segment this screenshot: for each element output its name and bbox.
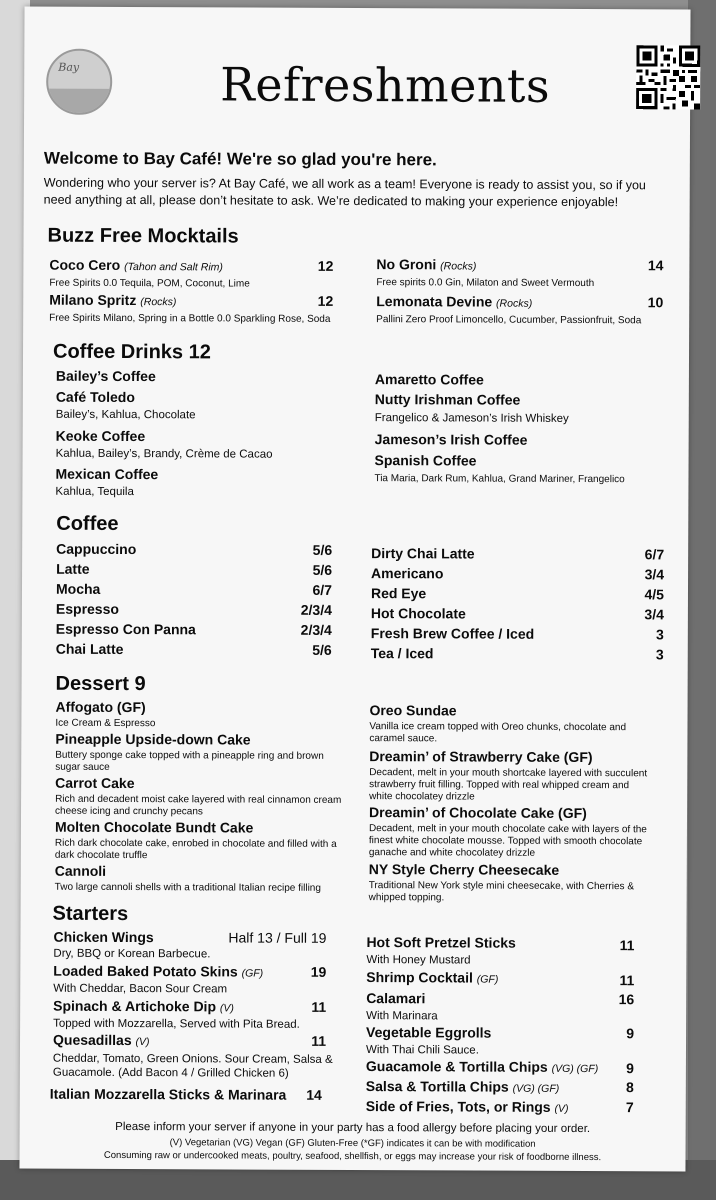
menu-item-name: Jameson’s Irish Coffee — [374, 431, 528, 448]
menu-item-price: 5/6 — [312, 641, 332, 658]
menu-item-description: Tia Maria, Dark Rum, Kahlua, Grand Mariner, Frangelico — [374, 473, 625, 486]
menu-item-description: Decadent, melt in your mouth chocolate cake with layers of the finest white chocolate mousse. Topped with smooth chocolate ganache and white chocolatey drizzle — [368, 823, 647, 859]
menu-item-name: Dreamin’ of Chocolate Cake (GF) — [368, 804, 587, 822]
menu-item-name: Chicken Wings — [53, 928, 154, 946]
menu-item-name: Side of Fries, Tots, or Rings (V) — [365, 1098, 569, 1115]
menu-item-price: 3/4 — [644, 606, 664, 623]
menu-item-name: Mexican Coffee — [55, 465, 159, 483]
menu-item-price: 6/7 — [644, 546, 665, 563]
menu-item-name: Café Toledo — [55, 388, 135, 406]
allergy-notice: Please inform your server if anyone in your party has a food allergy before placing your order. — [115, 1120, 591, 1136]
section-heading-starters: Starters — [52, 902, 129, 926]
menu-item-name: Hot Soft Pretzel Sticks — [366, 934, 516, 951]
menu-item-name: Dreamin’ of Strawberry Cake (GF) — [369, 748, 593, 766]
welcome-heading: Welcome to Bay Café! We're so glad you're here. — [43, 148, 437, 170]
menu-item-name: Cappuccino — [56, 540, 137, 558]
menu-item-name: Italian Mozzarella Sticks & Marinara — [49, 1085, 287, 1103]
section-heading-coffee-drinks: Coffee Drinks 12 — [52, 340, 211, 364]
menu-item-description: Kahlua, Bailey’s, Brandy, Crème de Cacao — [55, 447, 273, 461]
menu-item-name: Coco Cero (Tahon and Salt Rim) — [49, 256, 223, 274]
menu-item-name: Oreo Sundae — [369, 702, 457, 719]
menu-item-name: Vegetable Eggrolls — [366, 1024, 492, 1041]
menu-item-price: 5/6 — [312, 541, 333, 558]
menu-item-name: Nutty Irishman Coffee — [374, 391, 521, 408]
menu-item-name: Affogato (GF) — [55, 698, 146, 716]
menu-item-description: With Honey Mustard — [366, 954, 471, 967]
menu-item-name: Spanish Coffee — [374, 452, 477, 469]
menu-item-description: Frangelico & Jameson’s Irish Whiskey — [374, 412, 569, 425]
menu-item-description: Vanilla ice cream topped with Oreo chunks, chocolate and caramel sauce. — [369, 721, 627, 745]
menu-item-price: 11 — [619, 972, 635, 989]
menu-item-name: Espresso Con Panna — [55, 620, 196, 638]
menu-item-price: 14 — [306, 1086, 322, 1103]
menu-item-description: Free Spirits Milano, Spring in a Bottle 0.0 Sparkling Rose, Soda — [49, 312, 331, 325]
menu-item-price: 11 — [311, 998, 327, 1015]
menu-item-price: 16 — [618, 991, 635, 1008]
menu-item-name: Americano — [371, 565, 444, 582]
menu-item-price: 3 — [655, 626, 664, 643]
menu-item-name: Espresso — [55, 600, 119, 617]
menu-item-name: Red Eye — [370, 585, 427, 602]
menu-item-description: Rich dark chocolate cake, enrobed in chocolate and filled with a dark chocolate truffle — [54, 837, 337, 862]
menu-item-price: 19 — [310, 963, 327, 980]
menu-item-name: Guacamole & Tortilla Chips (VG) (GF) — [365, 1058, 599, 1076]
menu-item-description: Bailey’s, Kahlua, Chocolate — [55, 408, 196, 422]
menu-item-name: Latte — [56, 560, 90, 577]
menu-item-name: Loaded Baked Potato Skins (GF) — [53, 962, 264, 980]
menu-item-name: Amaretto Coffee — [374, 371, 484, 388]
menu-sheet — [19, 7, 690, 1172]
menu-item-description: Topped with Mozzarella, Served with Pita Bread. — [53, 1017, 300, 1031]
menu-item-description: Kahlua, Tequila — [55, 485, 134, 499]
menu-item-name: Fresh Brew Coffee / Iced — [370, 625, 535, 642]
menu-item-name: Carrot Cake — [55, 774, 135, 792]
menu-item-name: Tea / Iced — [370, 645, 434, 662]
menu-item-price: 14 — [647, 257, 664, 274]
section-heading-dessert: Dessert 9 — [55, 672, 146, 696]
menu-item-price: 5/6 — [312, 561, 333, 578]
menu-item-price: 3 — [655, 646, 664, 663]
menu-item-price: 2/3/4 — [300, 601, 332, 618]
menu-item-description: Traditional New York style mini cheesecake, with Cherries & whipped topping. — [368, 880, 635, 904]
menu-item-description: With Thai Chili Sauce. — [365, 1044, 479, 1057]
section-heading-coffee: Coffee — [56, 512, 119, 535]
menu-item-price: 10 — [647, 294, 664, 311]
menu-item-name: Bailey’s Coffee — [55, 367, 156, 385]
menu-item-name: Mocha — [55, 580, 101, 597]
menu-item-name: Milano Spritz (Rocks) — [49, 291, 177, 309]
menu-item-name: Keoke Coffee — [55, 427, 146, 445]
menu-item-description: Dry, BBQ or Korean Barbecue. — [53, 947, 211, 961]
menu-item-description: Free spirits 0.0 Gin, Milaton and Sweet Vermouth — [376, 277, 595, 290]
bay-cafe-logo: Bay — [46, 49, 112, 115]
menu-item-name: Quesadillas (V) — [52, 1031, 150, 1049]
menu-item-name: Lemonata Devine (Rocks) — [376, 293, 533, 310]
menu-item-price: 11 — [619, 937, 635, 954]
page-title: Refreshments — [220, 57, 551, 113]
menu-item-price: 7 — [625, 1099, 634, 1116]
menu-item-price: 4/5 — [644, 586, 665, 603]
menu-item-description: Free Spirits 0.0 Tequila, POM, Coconut, Lime — [49, 277, 250, 290]
menu-item-name: Pineapple Upside-down Cake — [55, 730, 251, 748]
menu-item-description: With Marinara — [366, 1010, 438, 1023]
menu-item-description: Cheddar, Tomato, Green Onions. Sour Cream, Salsa & Guacamole. (Add Bacon 4 / Grilled Chicken 6) — [52, 1052, 333, 1080]
menu-item-price: 12 — [317, 257, 334, 274]
menu-item-name: NY Style Cherry Cheesecake — [368, 861, 560, 878]
menu-item-name: No Groni (Rocks) — [376, 256, 477, 273]
menu-item-price: 9 — [626, 1060, 634, 1077]
consumption-warning: Consuming raw or undercooked meats, poultry, seafood, shellfish, or eggs may increase your risk of foodborne illness. — [103, 1149, 602, 1164]
menu-item-price: 2/3/4 — [300, 621, 332, 638]
menu-item-description: Ice Cream & Espresso — [55, 717, 156, 730]
menu-item-price: Half 13 / Full 19 — [228, 929, 327, 946]
menu-item-price: 9 — [626, 1025, 635, 1042]
menu-item-name: Shrimp Cocktail (GF) — [366, 969, 499, 986]
menu-item-name: Calamari — [366, 990, 426, 1007]
background-right — [688, 0, 716, 1200]
menu-item-name: Molten Chocolate Bundt Cake — [54, 818, 254, 836]
menu-item-price: 12 — [317, 292, 334, 309]
menu-item-description: Buttery sponge cake topped with a pineapple ring and brown sugar sauce — [55, 749, 324, 773]
menu-item-name: Chai Latte — [55, 640, 124, 657]
menu-item-name: Spinach & Artichoke Dip (V) — [53, 997, 234, 1015]
menu-item-description: Two large cannoli shells with a traditional Italian recipe filling — [54, 881, 321, 894]
menu-item-price: 8 — [625, 1079, 634, 1096]
dietary-legend: (V) Vegetarian (VG) Vegan (GF) Gluten-Free (*GF) indicates it can be with modification — [169, 1137, 536, 1150]
menu-item-description: With Cheddar, Bacon Sour Cream — [53, 982, 228, 996]
menu-item-price: 11 — [311, 1032, 327, 1049]
menu-item-description: Decadent, melt in your mouth shortcake layered with succulent strawberry fruit filling. Topped with real whipped cream and white chocolatey drizzle — [369, 767, 648, 803]
menu-item-description: Pallini Zero Proof Limoncello, Cucumber, Passionfruit, Soda — [376, 314, 642, 327]
section-heading-mocktails: Buzz Free Mocktails — [47, 224, 239, 248]
menu-item-name: Cannoli — [54, 862, 107, 879]
intro-text: Wondering who your server is? At Bay Café, we all work as a team! Everyone is ready to assist you, so if you need anything at all, please don’t hesitate to ask. We’re dedicated to making your experience enjoyable! — [43, 175, 646, 210]
menu-item-name: Hot Chocolate — [370, 605, 466, 622]
menu-item-description: Rich and decadent moist cake layered with real cinnamon cream cheese icing and crunchy pecans — [55, 793, 342, 818]
menu-item-price: 6/7 — [312, 581, 333, 598]
menu-item-name: Salsa & Tortilla Chips (VG) (GF) — [365, 1078, 560, 1095]
qr-code[interactable] — [636, 45, 700, 109]
menu-item-name: Dirty Chai Latte — [371, 545, 475, 562]
menu-item-price: 3/4 — [644, 566, 665, 583]
